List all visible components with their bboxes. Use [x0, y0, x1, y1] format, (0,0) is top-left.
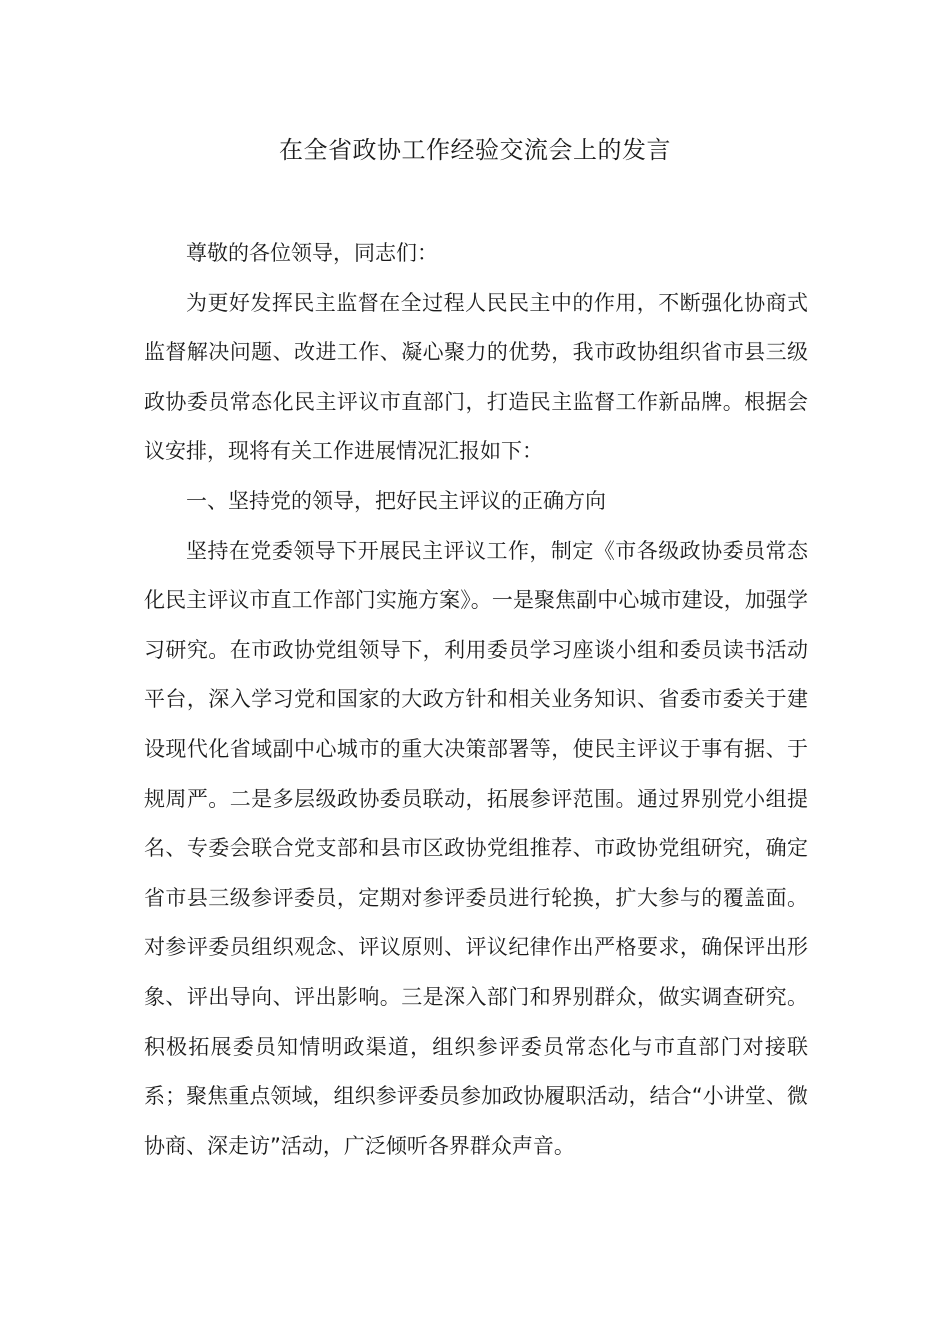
paragraph-section-1: 坚持在党委领导下开展民主评议工作，制定《市各级政协委员常态化民主评议市直工作部门实施方案》。一是聚焦副中心城市建设，加强学习研究。在市政协党组领导下，利用委员学习座谈小组和委员读书活动平台，深入学习党和国家的大政方针和相关业务知识、省委市委关于建设现代化省域副中心城市的重大决策部署等，使民主评议于事有据、于规周严。二是多层级政协委员联动，拓展参评范围。通过界别党小组提名、专委会联合党支部和县市区政协党组推荐、市政协党组研究，确定省市县三级参评委员，定期对参评委员进行轮换，扩大参与的覆盖面。对参评委员组织观念、评议原则、评议纪律作出严格要求，确保评出形象、评出导向、评出影响。三是深入部门和界别群众，做实调查研究。积极拓展委员知情明政渠道，组织参评委员常态化与市直部门对接联系；聚焦重点领域，组织参评委员参加政协履职活动，结合“小讲堂、微协商、深走访”活动，广泛倾听各界群众声音。	[144, 538, 808, 1158]
salutation: 尊敬的各位领导，同志们：	[186, 241, 438, 265]
document-body	[144, 229, 808, 1171]
paragraph-intro: 为更好发挥民主监督在全过程人民民主中的作用，不断强化协商式监督解决问题、改进工作、凝心聚力的优势，我市政协组织省市县三级政协委员常态化民主评议市直部门，打造民主监督工作新品牌。根据会议安排，现将有关工作进展情况汇报如下：	[144, 290, 808, 464]
section-heading-1: 一、坚持党的领导，把好民主评议的正确方向	[186, 488, 606, 513]
document-title: 在全省政协工作经验交流会上的发言	[279, 136, 671, 164]
